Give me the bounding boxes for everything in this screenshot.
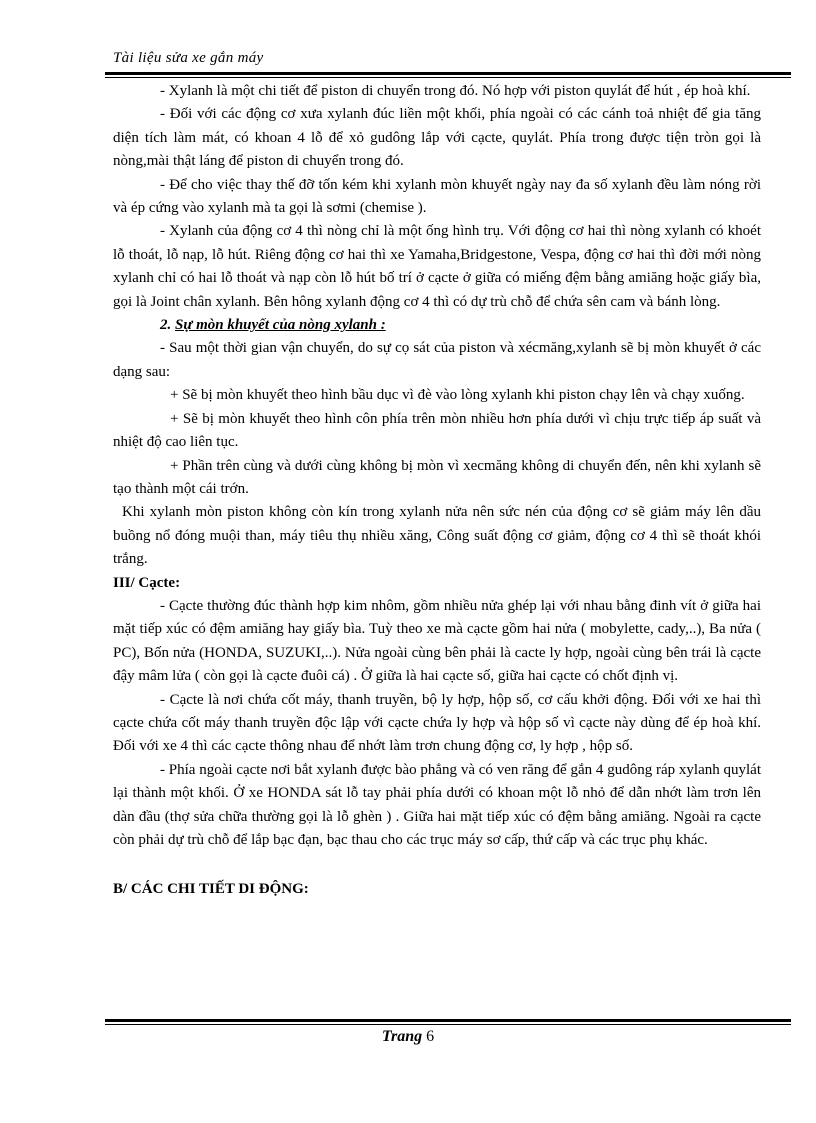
paragraph-old-engines: - Đối với các động cơ xưa xylanh đúc liền một khối, phía ngoài có các cánh toả nhiệt để gia tăng diện tích làm mát, có khoan 4 lỗ để xỏ gudông lắp với cạcte, quylát. Phía trong được tiện tròn gọi là nòng,mài thật láng để piston di chuyển trong đó. — [113, 106, 761, 170]
paragraph-four-stroke: - Xylanh của động cơ 4 thì nòng chỉ là một ống hình trụ. Với động cơ hai thì nòng xylanh có khoét lỗ thoát, lỗ nạp, lỗ hút. Riêng động cơ hai thì xe Yamaha,Bridgestone, Vespa, động cơ hai thì đời mới nòng xylanh chỉ có hai lỗ thoát và nạp còn lỗ hút bố trí ở cạcte ở giữa có miếng đệm bằng amiăng hoặc giấy bìa, gọi là Joint chân xylanh. Bên hông xylanh động cơ 4 thì có dự trù chỗ để chứa sên cam và bánh lòng. — [113, 223, 761, 310]
section-3-paragraph-2: - Cạcte là nơi chứa cốt máy, thanh truyền, bộ ly hợp, hộp số, cơ cấu khởi động. Đối với xe hai thì cạcte chứa cốt máy thanh truyền độc lập với cạcte chứa ly hợp và hộp số vì cạcte này dùng để ép hoà khí. Đối với xe 4 thì các cạcte thông nhau để nhớt làm trơn chung động cơ, ly hợp , hộp số. — [113, 691, 761, 755]
header-rule-thick — [105, 72, 791, 75]
page-header-title: Tài liệu sửa xe gắn máy — [113, 50, 264, 66]
document-body — [113, 80, 761, 902]
footer-rule-thin — [105, 1024, 791, 1025]
section-3-paragraph-3: - Phía ngoài cạcte nơi bắt xylanh được bào phẳng và có ven răng để gắn 4 gudông ráp xylanh quylát lại thành một khối. Ở xe HONDA sát lỗ tay phải phía dưới có khoan một lỗ nhỏ để dẫn nhớt làm trơn lên dàn đầu (thợ sửa chữa thường gọi là lỗ ghèn ) . Giữa hai mặt tiếp xúc có đệm bằng amiăng. Ngoài ra cạcte còn phải dự trù chỗ để lắp bạc đạn, bạc thau cho các trục máy sơ cấp, thứ cấp và các trục phụ khác. — [113, 761, 761, 848]
paragraph-xylanh-definition: - Xylanh là một chi tiết để piston di chuyển trong đó. Nó hợp với piston quylát để hút , ép hoà khí. — [160, 83, 751, 99]
section-2-bullet-2: + Sẽ bị mòn khuyết theo hình côn phía trên mòn nhiều hơn phía dưới vì chịu trực tiếp áp suất và nhiệt độ cao liên tục. — [113, 410, 761, 451]
section-b-heading: B/ CÁC CHI TIẾT DI ĐỘNG: — [113, 881, 309, 898]
footer-page-label: Trang — [381, 1028, 423, 1045]
page-footer — [0, 1028, 816, 1046]
section-2-intro: - Sau một thời gian vận chuyển, do sự cọ sát của piston và xécmăng,xylanh sẽ bị mòn khuyết ở các dạng sau: — [113, 340, 761, 380]
paragraph-chemise: - Để cho việc thay thế đỡ tốn kém khi xylanh mòn khuyết ngày nay đa số xylanh đều làm nóng rời và ép cứng vào xylanh mà ta gọi là sơmi (chemise ). — [113, 176, 761, 217]
section-2-heading — [113, 314, 761, 337]
section-2-number: 2. — [160, 317, 175, 334]
section-2-closing: Khi xylanh mòn piston không còn kín trong xylanh nửa nên sức nén của động cơ sẽ giảm máy lên dầu buồng nổ đóng muội than, máy tiêu thụ nhiều xăng, Công suất động cơ giảm, động cơ 4 thì sẽ thoát khói trắng. — [113, 504, 761, 568]
section-3-paragraph-1: - Cạcte thường đúc thành hợp kim nhôm, gồm nhiều nửa ghép lại với nhau bằng đinh vít ở giữa hai mặt tiếp xúc có đệm amiăng hay giấy bìa. Tuỳ theo xe mà cạcte gồm hai nửa ( mobylette, cady,..), Ba nửa ( PC), Bốn nửa (HONDA, SUZUKI,..). Nửa ngoài cùng bên phải là cacte ly hợp, ngoài cùng bên trái là cạcte đậy mâm lửa ( còn gọi là cạcte đuôi cá) . Ở giữa là hai cạcte số, giữa hai cạcte có chốt định vị. — [113, 597, 761, 685]
header-rule-thin — [105, 77, 791, 78]
footer-page-number: 6 — [426, 1028, 435, 1045]
section-2-bullet-1: + Sẽ bị mòn khuyết theo hình bầu dục vì đè vào lòng xylanh khi piston chạy lên và chạy xuống. — [170, 387, 745, 404]
section-2-bullet-3: + Phần trên cùng và dưới cùng không bị mòn vì xecmăng không di chuyển đến, nên khi xylanh sẽ tạo thành một cái trớn. — [113, 457, 761, 497]
footer-rule-thick — [105, 1019, 791, 1022]
section-3-heading: III/ Cạcte: — [113, 574, 181, 591]
section-2-title: Sự mòn khuyết của nòng xylanh : — [175, 317, 386, 334]
